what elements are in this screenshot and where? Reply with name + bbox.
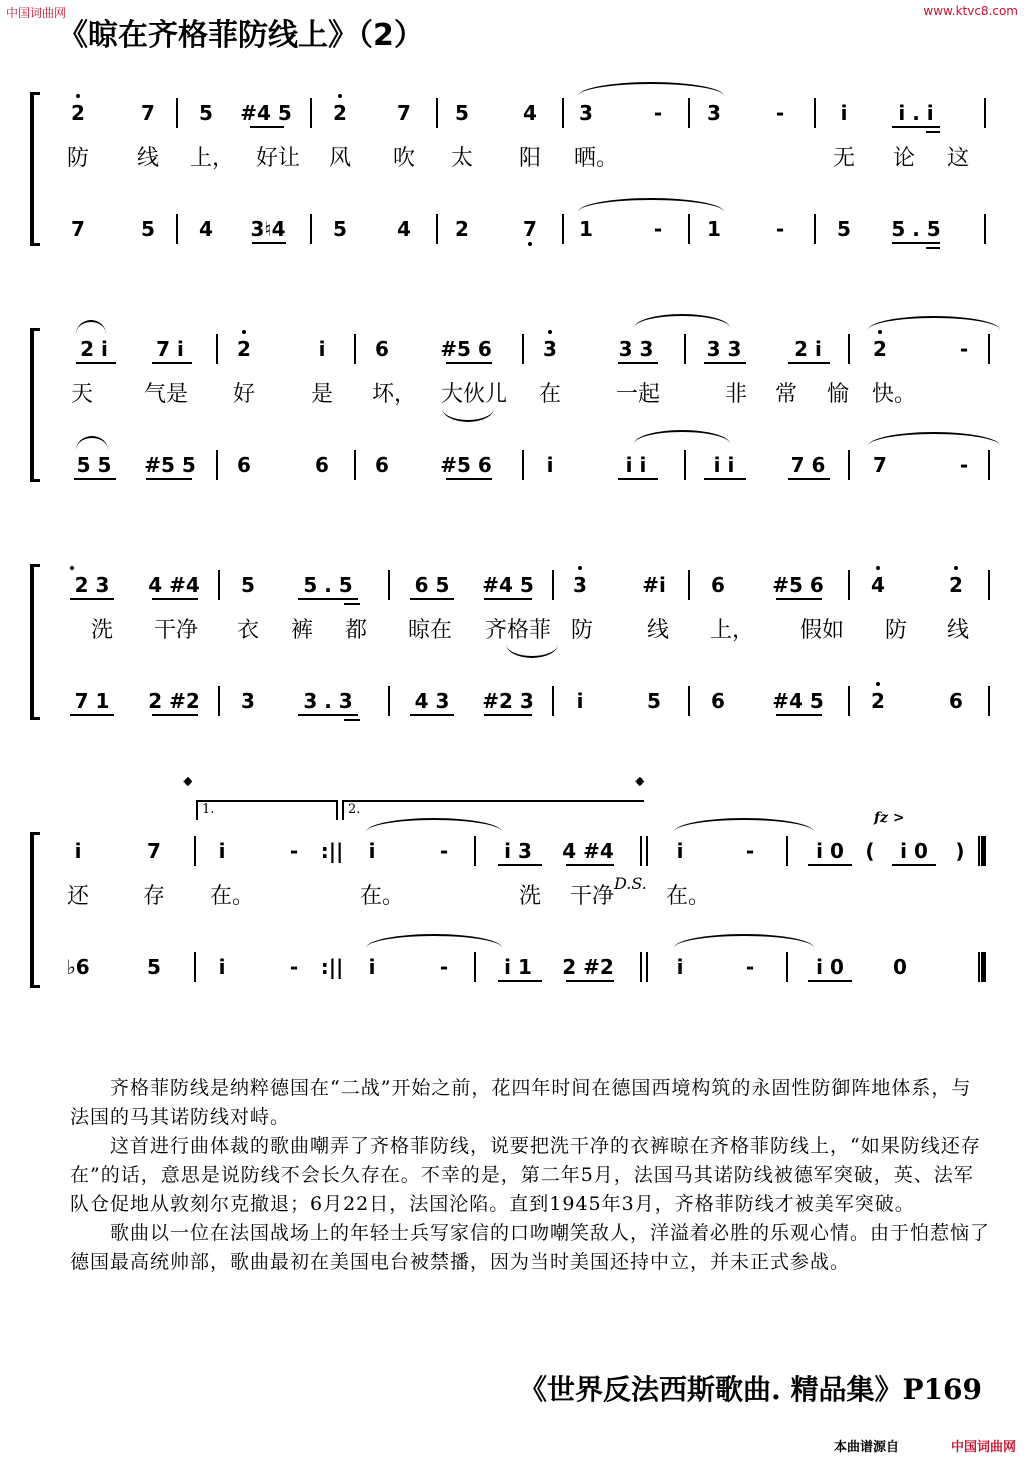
octave-dot (876, 566, 880, 570)
note: #4 5 (482, 573, 534, 597)
barline (814, 214, 816, 244)
note: i 0 (816, 839, 844, 863)
beam (70, 598, 114, 600)
lyric: 是 (310, 382, 334, 407)
lower-voice (48, 448, 1000, 482)
lyrics-line (48, 142, 1000, 176)
lyric: 晒。 (573, 146, 619, 171)
note-paragraph-2: 这首进行曲体裁的歌曲嘲弄了齐格菲防线，说要把洗干净的衣裤晾在齐格菲防线上，“如果防线还存在”的话，意思是说防线不会长久存在。不幸的是，第二年5月，法国马其诺防线被德军突破，英、法军队仓促地从敦刻尔克撤退；6月22日，法国沦陷。直到1945年3月，齐格菲防线才被美军突破。 (70, 1135, 981, 1215)
barline (388, 570, 390, 600)
beam (788, 362, 830, 364)
lyric: 吹 (392, 146, 416, 171)
system-brace (30, 92, 40, 246)
footer-source-label: 本曲谱源自 (833, 1440, 899, 1455)
note: 5 . 5 (303, 573, 353, 597)
barline (988, 450, 990, 480)
barline (388, 686, 390, 716)
barline (194, 836, 196, 866)
lyrics-line (48, 614, 1000, 648)
lower-voice (48, 950, 1000, 984)
lyrics-line (48, 880, 1000, 914)
lyric: 还 (66, 884, 90, 909)
note: 3 3 (618, 337, 654, 361)
note: 2 (871, 689, 885, 713)
note: 7 (147, 839, 161, 863)
score-title: 《晾在齐格菲防线上》（2） (58, 18, 424, 53)
note: - (653, 101, 663, 125)
lyric: 论 (892, 146, 916, 171)
octave-dot (876, 682, 880, 686)
volta-second: 2. (342, 800, 644, 820)
tie (76, 436, 108, 450)
beam (892, 242, 940, 244)
note: i (218, 839, 226, 863)
barline (218, 570, 220, 600)
beam (566, 864, 614, 866)
note: 5 (141, 217, 155, 241)
note: - (439, 839, 449, 863)
barline (474, 836, 476, 866)
note: 1 (579, 217, 593, 241)
note: 3 . 3 (303, 689, 353, 713)
lyric: 在。 (359, 884, 405, 909)
barline (688, 98, 690, 128)
lyric: 防 (570, 618, 594, 643)
beam (926, 247, 940, 249)
note: 6 (949, 689, 963, 713)
note: 4 #4 (562, 839, 614, 863)
barline (684, 334, 686, 364)
slur (506, 644, 558, 658)
beam (892, 864, 936, 866)
beam (344, 719, 360, 721)
lyric: 假如 (799, 618, 845, 643)
barline (848, 334, 850, 364)
barline (552, 570, 554, 600)
note: 5 (837, 217, 851, 241)
lyric: 太 (450, 146, 474, 171)
note: 6 (711, 689, 725, 713)
note: 5 (333, 217, 347, 241)
note: 4 #4 (148, 573, 200, 597)
repeat-sign: :|| (320, 955, 344, 979)
note: i 0 (816, 955, 844, 979)
octave-dot (70, 566, 74, 570)
note: - (745, 955, 755, 979)
tie (76, 320, 106, 334)
barline (814, 98, 816, 128)
final-barline (978, 952, 986, 982)
note: 3 3 (706, 337, 742, 361)
lyric: 大伙儿 (440, 382, 508, 407)
lyric: 洗 (518, 884, 542, 909)
barline (436, 214, 438, 244)
note: 6 (375, 337, 389, 361)
lyric: 洗 (90, 618, 114, 643)
lyric: 这 (946, 146, 970, 171)
system-brace (30, 832, 40, 988)
note: 5 (647, 689, 661, 713)
beam (146, 478, 192, 480)
beam (484, 598, 532, 600)
octave-dot (878, 330, 882, 334)
octave-dot (338, 94, 342, 98)
note: i 3 (504, 839, 532, 863)
barline (984, 214, 986, 244)
note: #5 6 (772, 573, 824, 597)
barline (562, 214, 564, 244)
beam (298, 598, 358, 600)
note: i (840, 101, 848, 125)
lyric: 上， (189, 146, 235, 171)
barline (684, 450, 686, 480)
lyric: 在 (538, 382, 562, 407)
note: 7 (523, 217, 537, 241)
note: i 0 (900, 839, 928, 863)
lyric: 愉 (826, 382, 850, 407)
note: 4 3 (414, 689, 450, 713)
note: i . i (898, 101, 934, 125)
barline (354, 334, 356, 364)
source-citation: 《世界反法西斯歌曲. 精品集》P169 (519, 1373, 982, 1406)
notes-text (70, 1074, 990, 1277)
note: 2 #2 (562, 955, 614, 979)
note: 2 (873, 337, 887, 361)
note: 3 (707, 101, 721, 125)
beam (788, 478, 830, 480)
beam (808, 864, 852, 866)
note: #i (642, 573, 666, 597)
note: 6 (711, 573, 725, 597)
beam (566, 980, 614, 982)
beam (152, 362, 192, 364)
note: 2 (455, 217, 469, 241)
lyric: 干净 (153, 618, 199, 643)
barline (984, 98, 986, 128)
note: 0 (893, 955, 907, 979)
lyric: 无 (832, 146, 856, 171)
note: 7 (71, 217, 85, 241)
repeat-sign: :|| (320, 839, 344, 863)
note: ♭6 (66, 955, 90, 979)
upper-voice (48, 96, 1000, 130)
lyric: 齐格菲 (484, 618, 552, 643)
note: i (576, 689, 584, 713)
note: - (289, 955, 299, 979)
barline (216, 450, 218, 480)
note: 7 (141, 101, 155, 125)
lyric: 上， (709, 618, 755, 643)
tie (674, 934, 814, 948)
note: i (676, 955, 684, 979)
tie (578, 198, 724, 212)
note: i (74, 839, 82, 863)
octave-dot (528, 242, 532, 246)
tie (578, 82, 724, 96)
barline (562, 98, 564, 128)
lyric: 天 (70, 382, 94, 407)
barline (988, 686, 990, 716)
barline (786, 952, 788, 982)
note: 2 #2 (148, 689, 200, 713)
lyric: 存 (142, 884, 166, 909)
double-barline (640, 952, 648, 982)
system-brace (30, 328, 40, 482)
barline (216, 334, 218, 364)
tie (634, 314, 730, 328)
note: i (546, 453, 554, 477)
beam (704, 362, 746, 364)
lyric: 裤 (290, 618, 314, 643)
note: 2 (237, 337, 251, 361)
note: #5 6 (440, 337, 492, 361)
beam (152, 598, 198, 600)
octave-dot (954, 566, 958, 570)
note: 6 (315, 453, 329, 477)
note: 4 (397, 217, 411, 241)
note: 3♮4 (250, 217, 286, 241)
beam (618, 362, 658, 364)
lyric: 线 (136, 146, 160, 171)
upper-voice (48, 332, 1000, 366)
barline (176, 214, 178, 244)
barline (848, 686, 850, 716)
beam (926, 131, 940, 133)
final-barline (978, 836, 986, 866)
lyric: 线 (946, 618, 970, 643)
note: - (289, 839, 299, 863)
note: 2 (71, 101, 85, 125)
barline (354, 450, 356, 480)
barline (194, 952, 196, 982)
beam (618, 478, 658, 480)
note: 4 (523, 101, 537, 125)
lyric: 都 (344, 618, 368, 643)
watermark-right: www.ktvc8.com (923, 4, 1018, 18)
note: - (439, 955, 449, 979)
note: - (775, 217, 785, 241)
note: - (775, 101, 785, 125)
lyric: 线 (646, 618, 670, 643)
octave-dot (578, 566, 582, 570)
beam (776, 714, 822, 716)
barline (474, 952, 476, 982)
beam (892, 126, 940, 128)
note: 6 (375, 453, 389, 477)
note: - (959, 453, 969, 477)
lyrics-line (48, 378, 1000, 412)
lyric: 阳 (518, 146, 542, 171)
lyric: 好 (232, 382, 256, 407)
barline (988, 570, 990, 600)
barline (522, 450, 524, 480)
lyric: 气是 (143, 382, 189, 407)
note: i (218, 955, 226, 979)
lyric: 风 (328, 146, 352, 171)
tie (868, 316, 1000, 330)
octave-dot (548, 330, 552, 334)
note: i i (625, 453, 647, 477)
note-paragraph-3: 歌曲以一位在法国战场上的年轻士兵写家信的口吻嘲笑敌人，洋溢着必胜的乐观心情。由于怕惹恼了德国最高统帅部，歌曲最初在美国电台被禁播，因为当时美国还持中立，并未正式参战。 (70, 1222, 991, 1273)
coda-sign-right: 𝄌 (636, 774, 644, 799)
note: 5 (241, 573, 255, 597)
beam (344, 603, 360, 605)
note: - (745, 839, 755, 863)
barline (176, 98, 178, 128)
beam (76, 362, 116, 364)
note: #5 6 (440, 453, 492, 477)
lyric: 快。 (871, 382, 917, 407)
lyric: 在。 (665, 884, 711, 909)
lyric: 一起 (615, 382, 661, 407)
note: 7 6 (790, 453, 826, 477)
note: 3 (241, 689, 255, 713)
octave-dot (76, 94, 80, 98)
beam (498, 864, 542, 866)
footer-site-name: 中国词曲网 (950, 1440, 1016, 1455)
beam (152, 714, 198, 716)
note: i (676, 839, 684, 863)
lower-voice (48, 212, 1000, 246)
lyric: 衣 (236, 618, 260, 643)
note-paragraph-1: 齐格菲防线是纳粹德国在“二战”开始之前，花四年时间在德国西境构筑的永固性防御阵地体系，与法国的马其诺防线对峙。 (70, 1077, 972, 1128)
beam (704, 478, 746, 480)
beam (410, 598, 454, 600)
beam (776, 598, 822, 600)
barline (218, 686, 220, 716)
lyric: 非 (724, 382, 748, 407)
note: 7 i (156, 337, 184, 361)
barline (522, 334, 524, 364)
note: 3 (573, 573, 587, 597)
note: i (368, 955, 376, 979)
beam (484, 714, 532, 716)
lyric: 常 (774, 382, 798, 407)
note: 1 (707, 217, 721, 241)
note: i (318, 337, 326, 361)
tie (674, 818, 814, 832)
note: - (959, 337, 969, 361)
lower-voice (48, 684, 1000, 718)
note: i 1 (504, 955, 532, 979)
system-brace (30, 564, 40, 720)
barline (310, 98, 312, 128)
note: 7 (873, 453, 887, 477)
coda-sign-left: 𝄌 (184, 774, 192, 799)
note: 6 5 (414, 573, 450, 597)
note: #2 3 (482, 689, 534, 713)
beam (410, 714, 454, 716)
note: #4 5 (772, 689, 824, 713)
barline (988, 334, 990, 364)
slur (442, 408, 494, 422)
note: 5 5 (76, 453, 112, 477)
lyric: 晾在 (407, 618, 453, 643)
lyric: 在。 (209, 884, 255, 909)
beam (298, 714, 358, 716)
upper-voice (48, 834, 1000, 868)
watermark-left: 中国词曲网 (6, 6, 67, 20)
beam (250, 126, 284, 128)
barline (786, 836, 788, 866)
note: ( (865, 839, 875, 863)
beam (252, 242, 286, 244)
note: - (653, 217, 663, 241)
double-barline (640, 836, 648, 866)
upper-voice (48, 568, 1000, 602)
barline (552, 686, 554, 716)
note: 2 3 (74, 573, 110, 597)
note: 2 (949, 573, 963, 597)
note: 7 1 (74, 689, 110, 713)
note: 4 (199, 217, 213, 241)
beam (446, 362, 492, 364)
dynamic-marking: fz > (874, 810, 905, 826)
note: 5 . 5 (891, 217, 941, 241)
barline (688, 214, 690, 244)
lyric: 防 (66, 146, 90, 171)
note: 7 (397, 101, 411, 125)
note: i i (713, 453, 735, 477)
volta-first: 1. (196, 800, 338, 820)
beam (446, 478, 492, 480)
barline (688, 686, 690, 716)
dal-segno-marking: D.S. (614, 874, 647, 893)
note: 3 (579, 101, 593, 125)
lyric: 防 (884, 618, 908, 643)
tie (366, 934, 502, 948)
note: 5 (147, 955, 161, 979)
note: 2 i (794, 337, 822, 361)
tie (366, 818, 502, 832)
barline (310, 214, 312, 244)
tie (634, 430, 730, 444)
note: 5 (455, 101, 469, 125)
note: #4 5 (240, 101, 292, 125)
octave-dot (242, 330, 246, 334)
note: #5 5 (144, 453, 196, 477)
lyric: 坏， (371, 382, 417, 407)
barline (848, 570, 850, 600)
note: 5 (199, 101, 213, 125)
note: ) (955, 839, 965, 863)
lyric: 干净 (569, 884, 615, 909)
beam (498, 980, 542, 982)
note: 4 (871, 573, 885, 597)
barline (848, 450, 850, 480)
barline (688, 570, 690, 600)
note: 2 (333, 101, 347, 125)
note: 2 i (80, 337, 108, 361)
beam (808, 980, 852, 982)
lyric: 好让 (255, 146, 301, 171)
barline (436, 98, 438, 128)
note: 6 (237, 453, 251, 477)
note: 3 (543, 337, 557, 361)
beam (70, 714, 114, 716)
beam (74, 478, 116, 480)
tie (868, 432, 1000, 446)
note: i (368, 839, 376, 863)
